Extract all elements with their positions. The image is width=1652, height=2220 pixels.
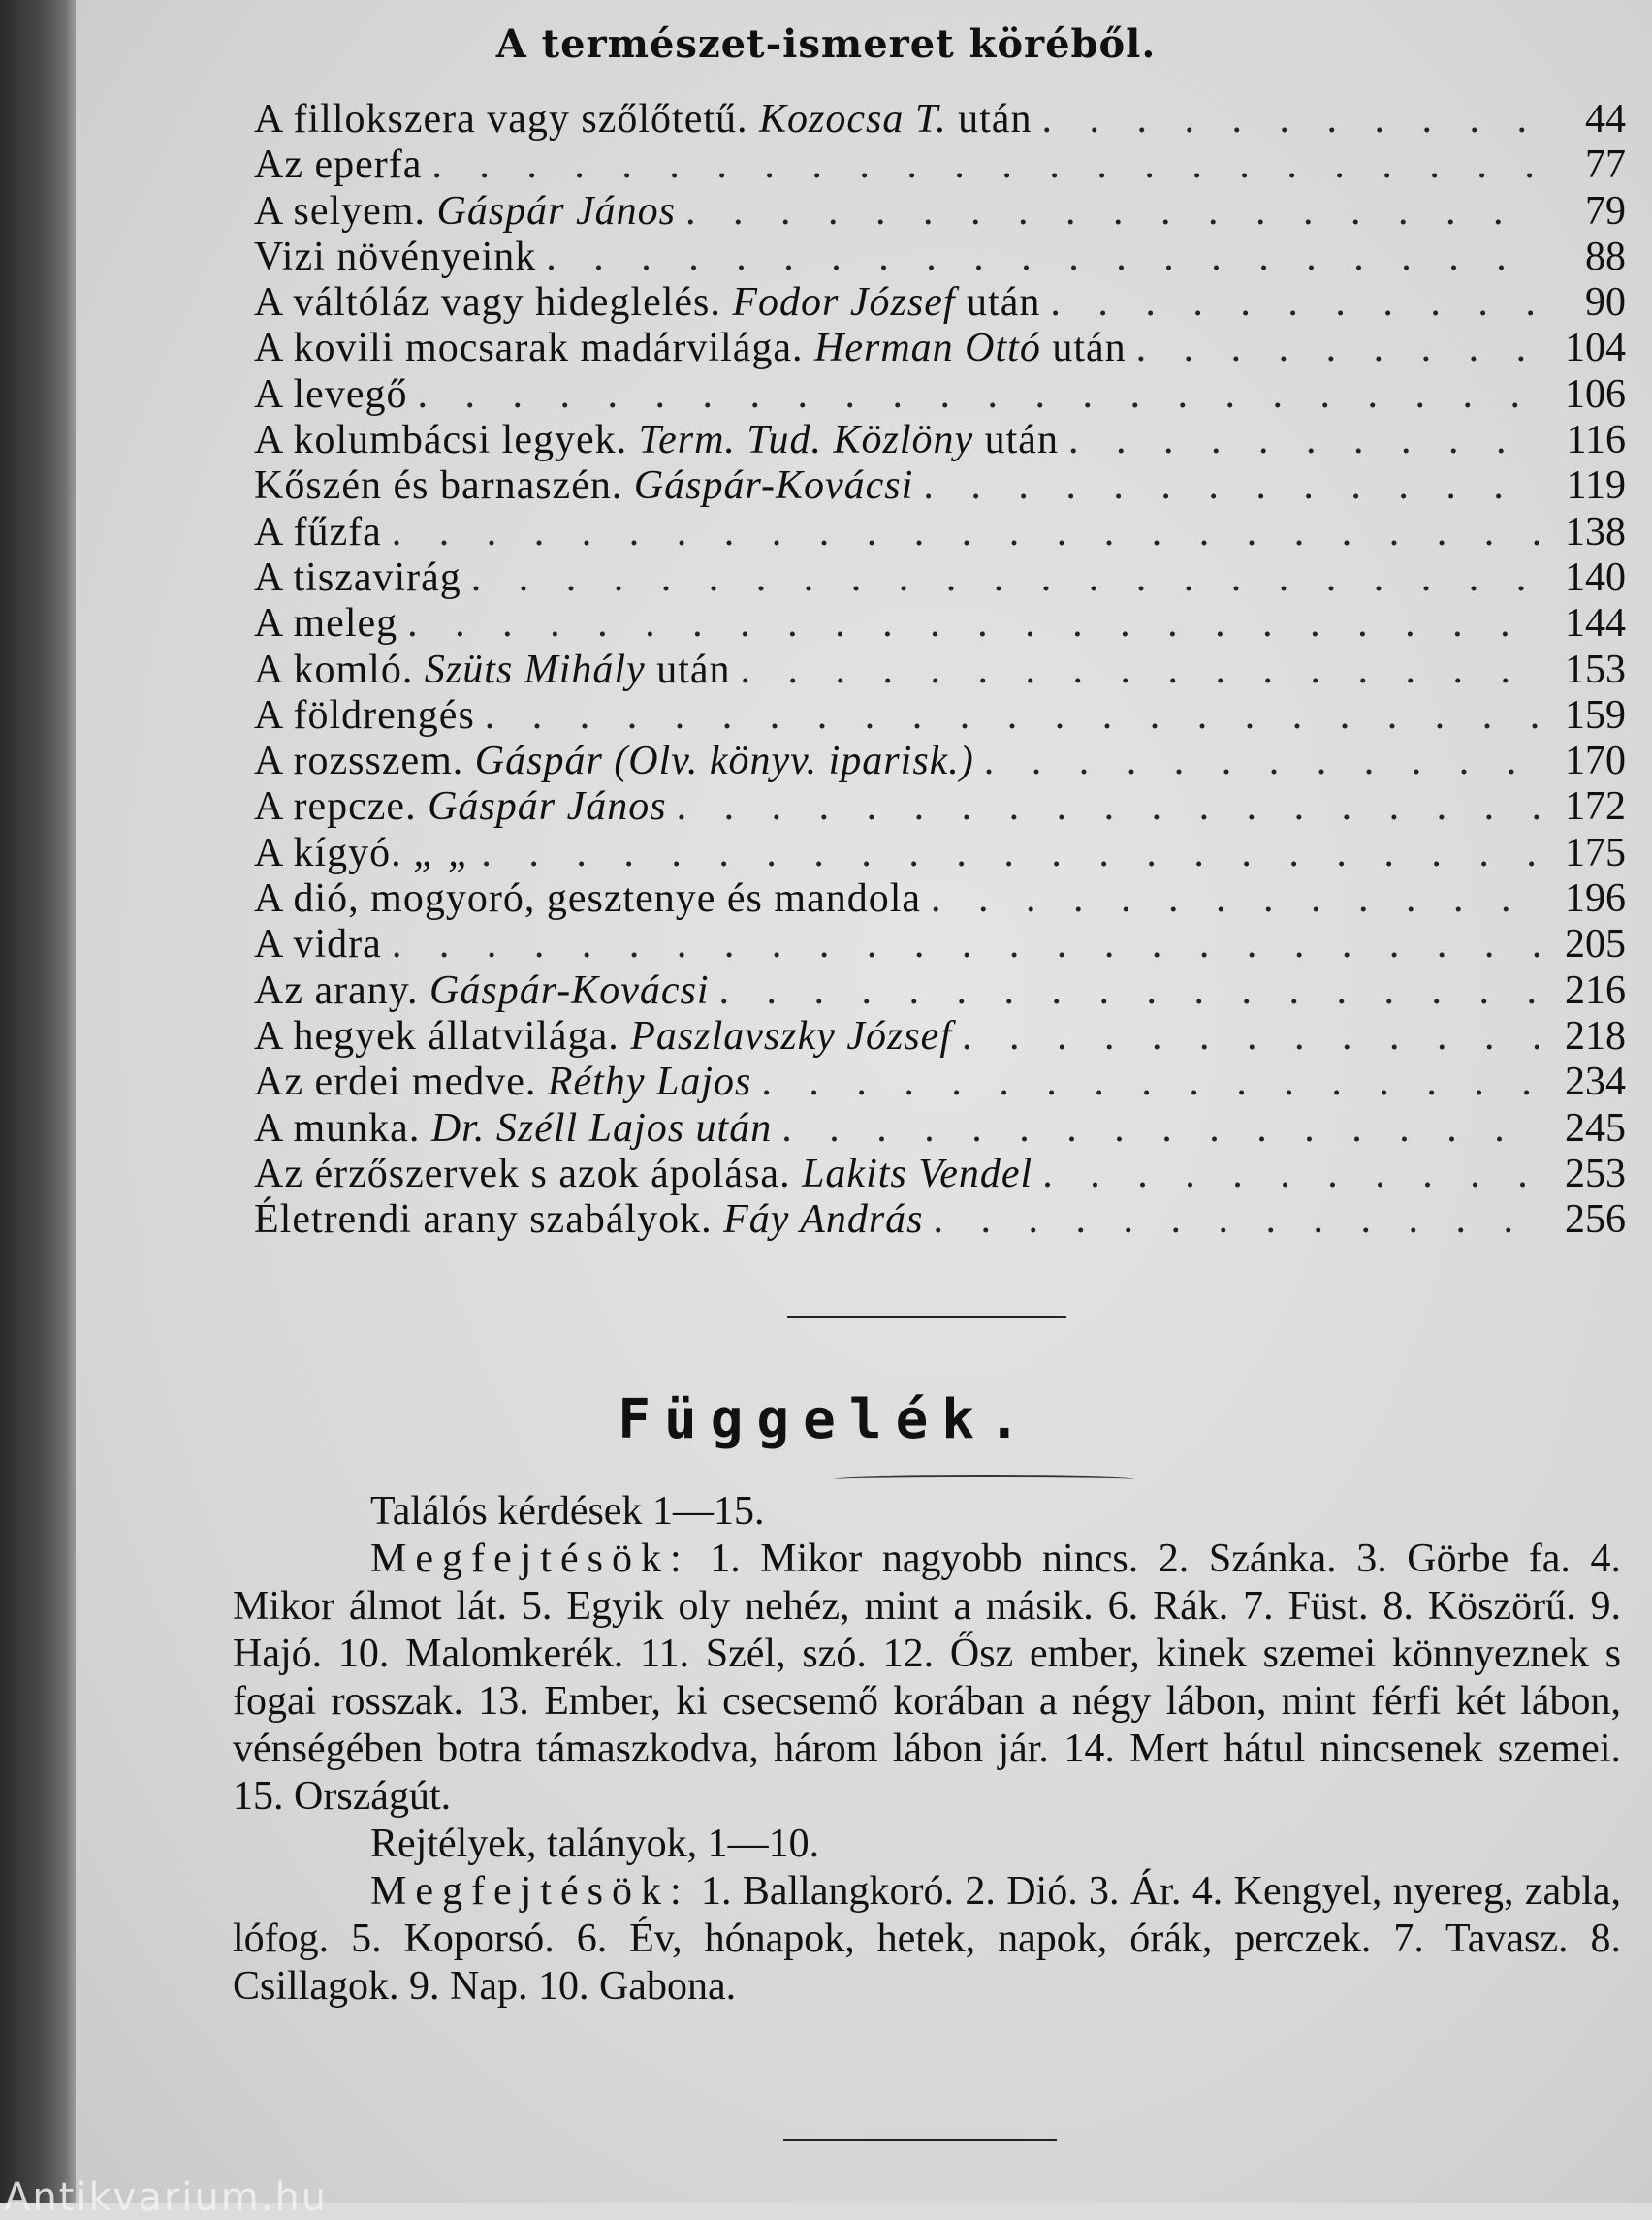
toc-entry (254, 1152, 1626, 1197)
toc-entry-page: 138 (1565, 509, 1626, 555)
toc-entry (254, 143, 1626, 188)
toc-entry-page: 245 (1565, 1105, 1626, 1151)
dot-leader (1050, 280, 1539, 326)
toc-entry-title: A munka. Dr. Széll Lajos után (254, 1105, 773, 1151)
section-title: A természet-ismeret köréből. (495, 21, 1157, 67)
toc-entry-title: A levegő (254, 371, 408, 417)
toc-entry (254, 235, 1626, 280)
dot-leader (741, 648, 1540, 693)
dot-leader (761, 1060, 1539, 1105)
dot-leader (392, 510, 1539, 555)
dot-leader (923, 463, 1539, 509)
puzzles-heading: Rejtélyek, talányok, 1—10. (370, 1822, 820, 1866)
toc-entry-author: Fodor József (732, 280, 956, 326)
dot-leader (1136, 326, 1539, 371)
toc-entry-title: A rozsszem. Gáspár (Olv. könyv. iparisk.) (254, 739, 974, 784)
toc-entry-title: A dió, mogyoró, gesztenye és mandola (254, 876, 922, 922)
dot-leader (934, 1197, 1539, 1243)
appendix-title: Függelék. (618, 1388, 1034, 1451)
dot-leader (1042, 1152, 1539, 1197)
dot-leader (431, 143, 1539, 188)
divider-rule (783, 2139, 1057, 2141)
toc-entry (254, 418, 1626, 463)
toc-entry (254, 1060, 1626, 1105)
toc-entry-page: 144 (1565, 601, 1626, 647)
book-binding-edge (0, 0, 76, 2203)
table-of-contents (254, 97, 1626, 1243)
toc-entry-author: Gáspár (Olv. könyv. iparisk.) (474, 739, 974, 784)
toc-entry-page: 159 (1565, 692, 1626, 738)
toc-entry-title: A váltóláz vagy hideglelés. Fodor József után (254, 280, 1041, 326)
toc-entry-title: A vidra (254, 922, 382, 967)
toc-entry-author: Fáy András (723, 1197, 924, 1243)
dot-leader (485, 693, 1539, 739)
watermark: Antikvarium.hu (4, 2175, 329, 2220)
toc-entry-page: 234 (1565, 1060, 1626, 1105)
toc-entry-author: Kozocsa T. (759, 97, 947, 142)
toc-entry (254, 968, 1626, 1014)
toc-entry-author: Réthy Lajos (547, 1060, 752, 1105)
toc-entry-page: 172 (1565, 784, 1626, 830)
toc-entry-title: A kígyó. „ „ (254, 830, 472, 875)
toc-entry-title: Az érzőszervek s azok ápolása. Lakits Vendel (254, 1151, 1033, 1196)
toc-entry-title: A tiszavirág (254, 555, 461, 600)
toc-entry-page: 140 (1565, 555, 1626, 600)
dot-leader (392, 922, 1539, 967)
toc-entry (254, 372, 1626, 418)
divider-rule (787, 1316, 1066, 1318)
toc-entry-title: Az eperfa (254, 143, 423, 188)
toc-entry (254, 280, 1626, 326)
toc-entry-page: 153 (1565, 647, 1626, 692)
solutions-label: Megfejtésök: (370, 1537, 690, 1581)
toc-entry (254, 463, 1626, 509)
toc-entry-title: A meleg (254, 601, 398, 647)
toc-entry (254, 693, 1626, 739)
toc-entry-author: Szüts Mihály (424, 647, 646, 692)
toc-entry-page: 256 (1565, 1197, 1626, 1243)
toc-entry (254, 739, 1626, 784)
toc-entry-title: A komló. Szüts Mihály után (254, 647, 731, 692)
toc-entry (254, 922, 1626, 967)
toc-entry-page: 253 (1565, 1151, 1626, 1196)
toc-entry-author: Gáspár-Kovácsi (429, 967, 710, 1013)
toc-entry-title: Vizi növényeink (254, 234, 537, 279)
toc-entry-author: Dr. Széll Lajos után (430, 1105, 773, 1151)
toc-entry-title: Az arany. Gáspár-Kovácsi (254, 967, 710, 1013)
toc-entry (254, 876, 1626, 922)
toc-entry-page: 218 (1565, 1013, 1626, 1059)
dot-leader (417, 372, 1539, 418)
toc-entry-author: Gáspár-Kovácsi (633, 463, 914, 509)
solutions-text: 1. Ballangkoró. 2. Dió. 3. Ár. 4. Kengyel, nyereg, zabla, lófog. 5. Koporsó. 6. Év, hónapok, hetek, napok, órák, perczek. 7. Tavasz. 8. Csillagok. 9. Nap. 10. Gabona. (233, 1869, 1622, 2009)
dot-leader (1068, 418, 1539, 463)
toc-entry-title: A selyem. Gáspár János (254, 188, 676, 234)
toc-entry-author: Gáspár János (436, 188, 676, 234)
toc-entry-author: Paszlavszky József (630, 1013, 952, 1059)
dot-leader (931, 876, 1539, 922)
dot-leader (481, 831, 1539, 876)
toc-entry-title: A fillokszera vagy szőlőtetű. Kozocsa T. után (254, 97, 1032, 142)
toc-entry-title: A repcze. Gáspár János (254, 784, 667, 830)
dot-leader (719, 968, 1540, 1014)
toc-entry-author: Lakits Vendel (802, 1151, 1033, 1196)
toc-entry-title: A hegyek állatvilága. Paszlavszky József (254, 1013, 952, 1059)
toc-entry-title: A földrengés (254, 692, 475, 738)
riddles-solutions (233, 1536, 1621, 1821)
toc-entry (254, 189, 1626, 235)
toc-entry (254, 1106, 1626, 1152)
toc-entry (254, 326, 1626, 371)
toc-entry-page: 106 (1565, 371, 1626, 417)
dot-leader (984, 739, 1539, 784)
toc-entry-author: Herman Ottó (814, 326, 1041, 371)
dot-leader (471, 555, 1539, 601)
toc-entry-page: 90 (1585, 280, 1626, 326)
toc-entry-author: Gáspár János (428, 784, 667, 830)
dot-leader (781, 1106, 1539, 1152)
dot-leader (1041, 97, 1539, 143)
toc-entry-title: Kőszén és barnaszén. Gáspár-Kovácsi (254, 463, 914, 509)
toc-entry-page: 79 (1585, 188, 1626, 234)
solutions-label: Megfejtésök: (370, 1869, 690, 1914)
toc-entry-title: Életrendi arany szabályok. Fáy András (254, 1197, 924, 1243)
toc-entry (254, 1014, 1626, 1060)
toc-entry-page: 119 (1566, 463, 1626, 509)
puzzles-solutions (233, 1868, 1621, 2011)
dot-leader (546, 235, 1539, 280)
toc-entry-page: 88 (1585, 234, 1626, 279)
toc-entry (254, 555, 1626, 601)
toc-entry-page: 205 (1565, 922, 1626, 967)
appendix-body (233, 1488, 1621, 2011)
toc-entry-title: A kolumbácsi legyek. Term. Tud. Közlöny után (254, 418, 1059, 463)
toc-entry-page: 77 (1585, 143, 1626, 188)
toc-entry (254, 831, 1626, 876)
toc-entry (254, 510, 1626, 555)
toc-entry (254, 1197, 1626, 1243)
toc-entry-title: Az erdei medve. Réthy Lajos (254, 1060, 752, 1105)
toc-entry-page: 116 (1566, 418, 1626, 463)
title-underline (834, 1475, 1134, 1483)
toc-entry-page: 104 (1565, 326, 1626, 371)
toc-entry-page: 44 (1585, 97, 1626, 142)
toc-entry-author: Term. Tud. Közlöny (638, 418, 974, 463)
dot-leader (677, 784, 1539, 830)
toc-entry (254, 784, 1626, 830)
solutions-text: 1. Mikor nagyobb nincs. 2. Szánka. 3. Görbe fa. 4. Mikor álmot lát. 5. Egyik oly nehéz, mint a másik. 6. Rák. 7. Füst. 8. Köszörű. 9. Hajó. 10. Malomkerék. 11. Szél, szó. 12. Ősz ember, kinek szemei könnyeznek s fogai rosszak. 13. Ember, ki csecsemő korában a négy lábon, mint férfi két lábon, vénségében botra támaszkodva, három lábon jár. 14. Mert hátul nincsenek szemei. 15. Országút. (233, 1537, 1622, 1819)
toc-entry (254, 601, 1626, 647)
dot-leader (685, 189, 1539, 235)
toc-entry-page: 196 (1565, 876, 1626, 922)
toc-entry-title: A kovili mocsarak madárvilága. Herman Ottó után (254, 326, 1127, 371)
toc-entry-title: A fűzfa (254, 509, 382, 555)
toc-entry (254, 648, 1626, 693)
dot-leader (407, 601, 1539, 647)
toc-entry (254, 97, 1626, 143)
riddles-heading: Találós kérdések 1—15. (370, 1489, 765, 1534)
toc-entry-author: „ „ (413, 830, 472, 875)
dot-leader (962, 1014, 1539, 1060)
toc-entry-page: 175 (1565, 830, 1626, 875)
toc-entry-page: 216 (1565, 967, 1626, 1013)
toc-entry-page: 170 (1565, 739, 1626, 784)
